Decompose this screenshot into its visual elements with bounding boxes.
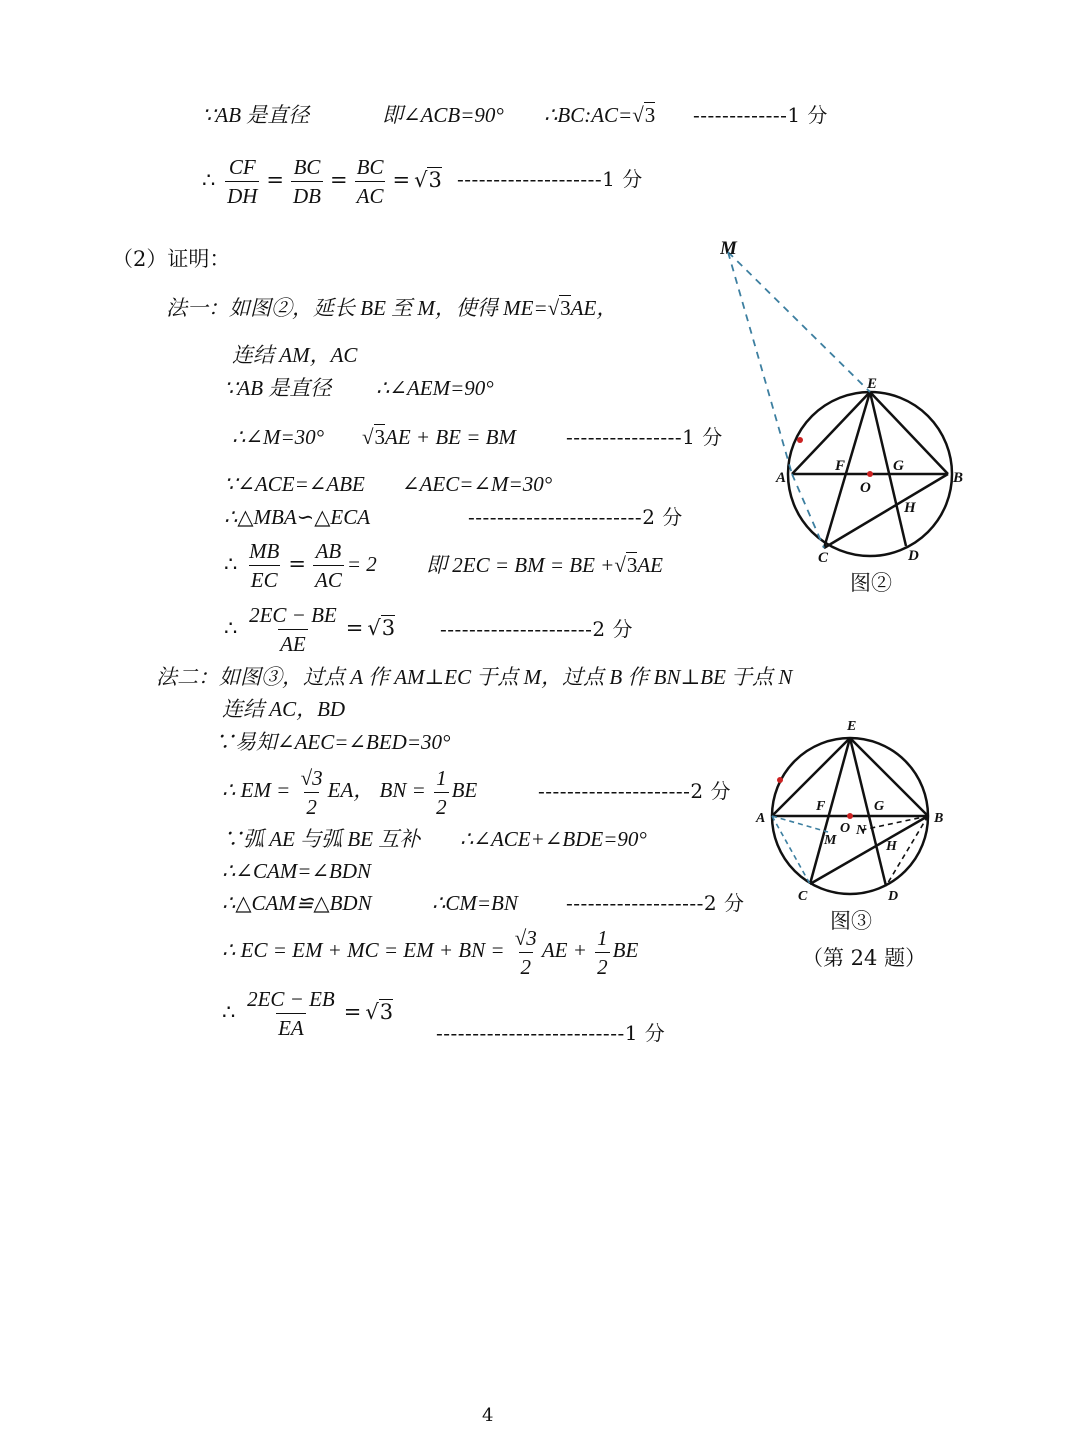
method2-s4: ∴∠CAM=∠BDN — [222, 859, 372, 883]
score-mark: ---------------------2 分 — [440, 617, 633, 641]
segment-cb — [810, 816, 928, 884]
label-d: D — [888, 889, 899, 904]
method1-connect: 连结 AM，AC — [232, 343, 358, 367]
method1-s2b: √3AE + BE = BM — [362, 425, 517, 449]
dashed-ma — [728, 252, 792, 474]
fraction-2ec-eb-ea: $\frac{2EC - EB}{EA}$ — [247, 987, 335, 1040]
label-h: H — [886, 839, 897, 854]
label-f: F — [816, 799, 826, 814]
method1-s3b: ∠AEC=∠M=30° — [402, 472, 553, 496]
method1-s1a: ∵AB 是直径 — [224, 376, 332, 400]
fraction-ab-ac: $\frac{AB}{AC}$ — [315, 539, 342, 592]
method2-s5a: ∴△CAM≌△BDN — [222, 891, 372, 915]
sqrt-3: √3 — [414, 168, 442, 192]
sqrt-3: √3 — [547, 296, 571, 320]
sqrt-3: √3 — [365, 1000, 394, 1024]
fraction-bc-db: $\frac{BC}{DB}$ — [293, 155, 322, 208]
sqrt-3: √3 — [362, 425, 386, 449]
label-b: B — [953, 470, 964, 486]
label-m: M — [824, 833, 837, 848]
dashed-me — [728, 252, 870, 392]
method1-s5: ∴ $\frac{MB}{EC}$ = $\frac{AB}{AC}$ = 2 — [224, 539, 377, 592]
fraction-bc-ac: $\frac{BC}{AC}$ — [356, 155, 384, 208]
part1-line1-c — [544, 102, 655, 128]
label-g: G — [893, 458, 904, 474]
method1-s2a: ∴∠M=30° — [232, 425, 325, 449]
method1-s6: ∴ $\frac{2EC - BE}{AE}$ = √3 — [224, 603, 396, 656]
problem-label: （第 24 题） — [802, 946, 927, 970]
method1-s3a: ∵∠ACE=∠ABE — [224, 472, 365, 496]
page-number: 4 — [482, 1405, 494, 1426]
label-f: F — [835, 458, 846, 474]
fraction-1-2: $\frac{1}{2}$ — [597, 925, 608, 979]
figure-3-diagram — [750, 712, 960, 908]
therefore-symbol: ∴ — [202, 168, 216, 192]
method1-intro: 法一：如图②，延长 BE 至 M，使得 ME=√3AE， — [166, 296, 618, 320]
label-h: H — [904, 500, 916, 516]
fraction-2ec-be-ae: $\frac{2EC - BE}{AE}$ — [249, 603, 337, 656]
method2-s2: ∴ EM = $\frac{√3}{2}$ EA， BN = $\frac{1}{2}$ BE — [222, 765, 478, 819]
label-d: D — [908, 548, 919, 564]
red-point — [797, 437, 803, 443]
method2-connect: 连结 AC，BD — [222, 697, 346, 721]
label-m: M — [720, 238, 737, 259]
text-angle-acb: 即∠ACB=90° — [382, 103, 504, 127]
method1-s4: ∴△MBA∽△ECA — [224, 505, 371, 529]
score-mark: ------------------------2 分 — [468, 505, 683, 529]
method2-s7: ∴ $\frac{2EC - EB}{EA}$ = √3 — [222, 987, 394, 1040]
dashed-am — [772, 816, 828, 832]
equals: = — [266, 168, 285, 192]
label-n: N — [856, 823, 867, 838]
score-mark: --------------------------1 分 — [436, 1021, 666, 1045]
part1-line2 — [202, 150, 442, 210]
label-e: E — [867, 376, 878, 392]
score-mark: --------------------1 分 — [457, 167, 643, 191]
label-c: C — [798, 889, 808, 904]
score-mark: ----------------1 分 — [566, 425, 723, 449]
score-mark: -------------1 分 — [693, 103, 828, 127]
method2-s3a: ∵弧 AE 与弧 BE 互补 — [222, 827, 421, 851]
label-e: E — [847, 719, 857, 734]
sqrt-3: √3 — [367, 616, 396, 640]
figure-2-caption: 图② — [850, 571, 892, 595]
center-point — [867, 471, 873, 477]
score-mark: ---------------------2 分 — [538, 779, 731, 803]
score-mark: -------------------2 分 — [566, 891, 745, 915]
fraction-cf-dh: $\frac{CF}{DH}$ — [227, 155, 258, 208]
method1-s5b: 即 2EC = BM = BE +√3AE — [426, 553, 664, 577]
text-ab-diameter: ∵AB 是直径 — [202, 103, 310, 127]
fraction-sqrt3-2: $\frac{√3}{2}$ — [514, 925, 537, 979]
figure-2-diagram — [720, 230, 980, 570]
label-a: A — [776, 470, 787, 486]
label-c: C — [818, 550, 829, 566]
method2-s6: ∴ EC = EM + MC = EM + BN = $\frac{√3}{2}$ AE + $\frac{1}{2}$ BE — [222, 925, 639, 979]
method2-s3b: ∴∠ACE+∠BDE=90° — [460, 827, 647, 851]
fraction-1-2: $\frac{1}{2}$ — [436, 765, 447, 819]
label-g: G — [874, 799, 885, 814]
sqrt-3: √3 — [632, 103, 656, 127]
part1-line1 — [202, 102, 309, 128]
equals: = — [392, 168, 411, 192]
segment-eb — [870, 392, 948, 474]
label-o: O — [840, 821, 851, 836]
center-point — [847, 813, 853, 819]
part1-line1-b — [382, 102, 504, 128]
equals: = — [330, 168, 348, 192]
fraction-mb-ec: $\frac{MB}{EC}$ — [249, 539, 280, 592]
dashed-ac — [772, 816, 810, 884]
label-b: B — [934, 811, 944, 826]
method1-s1b: ∴∠AEM=90° — [376, 376, 494, 400]
sqrt-3: √3 — [614, 553, 638, 577]
text-ratio: ∴BC:AC= — [544, 103, 633, 127]
figure-3-caption: 图③ — [830, 909, 872, 933]
method2-s1: ∵易知∠AEC=∠BED=30° — [214, 730, 451, 754]
method2-intro: 法二：如图③，过点 A 作 AM⊥EC 于点 M，过点 B 作 BN⊥BE 于点 N — [156, 665, 793, 689]
red-point — [777, 777, 783, 783]
method2-s5b: ∴CM=BN — [432, 891, 518, 915]
part2-heading: （2）证明： — [112, 247, 231, 271]
label-a: A — [756, 811, 766, 826]
label-o: O — [860, 480, 871, 496]
fraction-sqrt3-2: $\frac{√3}{2}$ — [300, 765, 323, 819]
